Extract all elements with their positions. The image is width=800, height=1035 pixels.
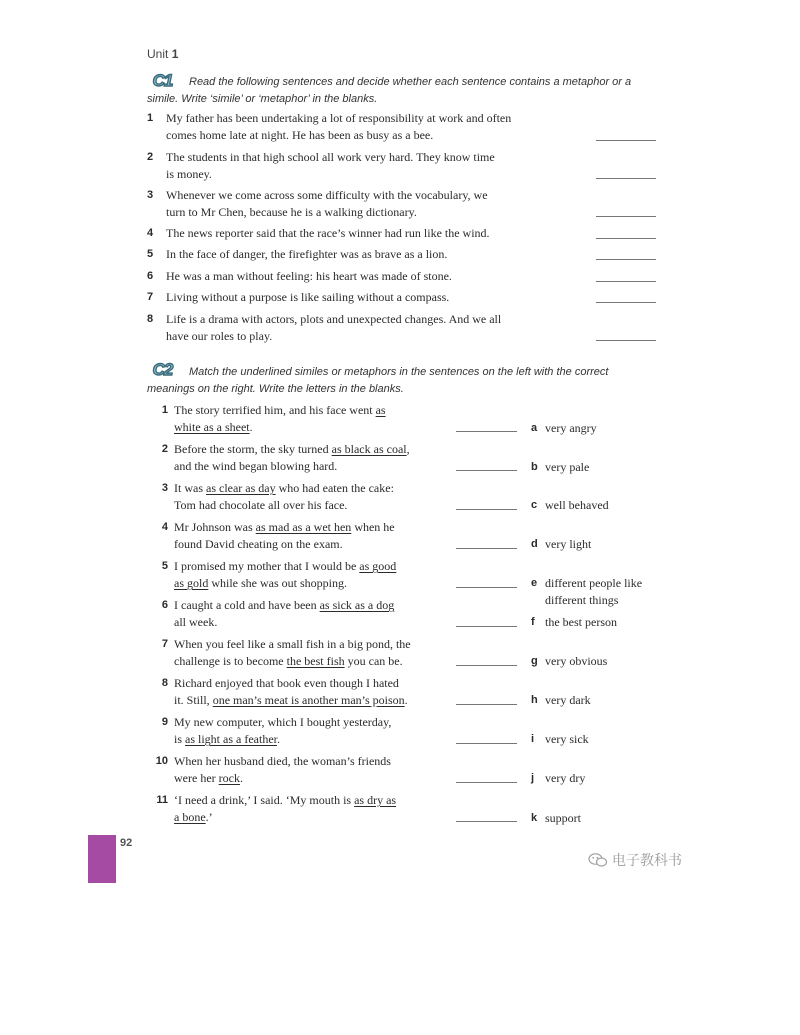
c2-item-number: 1 [161, 404, 168, 416]
c2-underlined-phrase: as light as a feather [185, 732, 277, 746]
c2-text: When you feel like a small fish in a big pond, the [174, 637, 411, 651]
watermark [588, 850, 682, 870]
c1-item-line: In the face of danger, the firefighter was as brave as a lion. [166, 247, 448, 261]
c2-text: who had eaten the cake: [275, 481, 394, 495]
section-c2-badge-text: C2 [152, 360, 173, 379]
c2-item-line [174, 519, 459, 536]
meaning-letter: f [531, 616, 535, 628]
meaning-text: support [545, 811, 581, 825]
c1-item-line: My father has been undertaking a lot of responsibility at work and often [166, 111, 512, 125]
c2-item-line [174, 770, 459, 787]
c1-item-line: is money. [166, 167, 212, 181]
meaning-text: very dark [545, 693, 591, 707]
section-c1-badge-text: C1 [152, 71, 173, 90]
c2-item-line [174, 653, 459, 670]
c2-item-line [174, 792, 459, 809]
c2-underlined-phrase: one man’s meat is another man’s poison [212, 693, 405, 707]
c2-item-number: 7 [161, 638, 168, 650]
c2-item-line [174, 614, 459, 631]
c2-answer-blank-1[interactable] [456, 431, 517, 432]
meaning-text: very dry [545, 771, 586, 785]
c2-text: .’ [205, 810, 213, 824]
meaning-text: different things [545, 593, 619, 607]
c2-answer-blank-5[interactable] [456, 587, 517, 588]
c1-item-line: He was a man without feeling: his heart was made of stone. [166, 269, 452, 283]
wechat-icon [588, 852, 608, 868]
c2-text: you can be. [344, 654, 403, 668]
c1-answer-blank-8[interactable] [596, 340, 656, 341]
c2-underlined-phrase: as [375, 403, 386, 417]
c2-item-line [174, 419, 459, 436]
c2-text: while she was out shopping. [208, 576, 347, 590]
c2-text: . [249, 420, 253, 434]
c2-text: challenge is to become [174, 654, 287, 668]
c2-underlined-phrase: as black as coal [331, 442, 407, 456]
c2-answer-blank-8[interactable] [456, 704, 517, 705]
c2-item-line [174, 402, 459, 419]
c1-answer-blank-5[interactable] [596, 259, 656, 260]
c1-item-number: 2 [147, 151, 154, 163]
unit-word: Unit [147, 47, 169, 61]
c1-item-number: 8 [147, 313, 154, 325]
c2-item-number: 10 [155, 755, 168, 767]
c1-answer-blank-1[interactable] [596, 140, 656, 141]
c2-text: I caught a cold and have been [174, 598, 320, 612]
c2-underlined-phrase: the best fish [286, 654, 345, 668]
c2-text: Mr Johnson was [174, 520, 256, 534]
c1-item-line: The news reporter said that the race’s winner had run like the wind. [166, 226, 490, 240]
c2-text: My new computer, which I bought yesterday, [174, 715, 392, 729]
c2-underlined-phrase: as good [359, 559, 397, 573]
meaning-letter: e [531, 577, 538, 589]
c2-item-number: 4 [161, 521, 168, 533]
c1-item-number: 7 [147, 291, 154, 303]
c2-item-line [174, 714, 459, 731]
c2-text: and the wind began blowing hard. [174, 459, 338, 473]
meaning-letter: j [531, 772, 535, 784]
c1-item-line: Living without a purpose is like sailing without a compass. [166, 290, 450, 304]
meaning-letter: g [531, 655, 538, 667]
c2-instruction-line1: Match the underlined similes or metaphors in the sentences on the left with the correct [189, 366, 609, 378]
meaning-text: very angry [545, 421, 597, 435]
c2-answer-blank-9[interactable] [456, 743, 517, 744]
meaning-letter: k [531, 812, 538, 824]
c1-answer-blank-4[interactable] [596, 238, 656, 239]
c2-underlined-phrase: as sick as a dog [319, 598, 395, 612]
c2-text: It was [174, 481, 206, 495]
c2-item-line [174, 675, 459, 692]
watermark-text: 电子教科书 [612, 853, 682, 869]
c1-item-number: 5 [147, 248, 154, 260]
c1-answer-blank-6[interactable] [596, 281, 656, 282]
c2-text: I promised my mother that I would be [174, 559, 360, 573]
unit-label [147, 47, 178, 61]
meaning-text: very sick [545, 732, 589, 746]
c2-text: , [406, 442, 410, 456]
c1-answer-blank-3[interactable] [596, 216, 656, 217]
c2-answer-blank-11[interactable] [456, 821, 517, 822]
meaning-letter: h [531, 694, 538, 706]
c1-item-number: 4 [147, 227, 154, 239]
c2-text: When her husband died, the woman’s friends [174, 754, 391, 768]
c2-text: The story terrified him, and his face went [174, 403, 376, 417]
meaning-letter: a [531, 422, 538, 434]
c2-item-number: 2 [161, 443, 168, 455]
c1-instruction-line1: Read the following sentences and decide whether each sentence contains a metaphor or a [189, 76, 632, 88]
c2-answer-blank-3[interactable] [456, 509, 517, 510]
c2-underlined-phrase: as clear as day [206, 481, 276, 495]
meaning-text: very light [545, 537, 592, 551]
c1-item-line: The students in that high school all work very hard. They know time [166, 150, 495, 164]
section-c1-instruction [147, 74, 647, 108]
section-c2-instruction [147, 364, 647, 398]
c1-answer-blank-2[interactable] [596, 178, 656, 179]
c2-text: all week. [174, 615, 218, 629]
c2-item-line [174, 575, 459, 592]
c2-item-line [174, 441, 459, 458]
c1-item-line: Whenever we come across some difficulty with the vocabulary, we [166, 188, 488, 202]
meaning-letter: b [531, 461, 538, 473]
c2-item-number: 9 [161, 716, 168, 728]
c2-text: found David cheating on the exam. [174, 537, 343, 551]
c2-text: Before the storm, the sky turned [174, 442, 332, 456]
c2-text: Tom had chocolate all over his face. [174, 498, 348, 512]
c2-text: is [174, 732, 186, 746]
meaning-text: the best person [545, 615, 617, 629]
c2-underlined-phrase: as mad as a wet hen [255, 520, 352, 534]
c2-answer-blank-7[interactable] [456, 665, 517, 666]
c2-item-line [174, 731, 459, 748]
c2-answer-blank-6[interactable] [456, 626, 517, 627]
c1-item-line: Life is a drama with actors, plots and unexpected changes. And we all [166, 312, 502, 326]
c2-item-number: 8 [161, 677, 168, 689]
c2-item-line [174, 480, 459, 497]
c2-underlined-phrase: a bone [174, 810, 206, 824]
c1-item-number: 3 [147, 189, 154, 201]
page-number: 92 [120, 837, 133, 849]
c2-underlined-phrase: white as a sheet [174, 420, 250, 434]
c2-item-line [174, 597, 459, 614]
c2-instruction-line2: meanings on the right. Write the letters in the blanks. [147, 383, 404, 395]
c2-item-line [174, 536, 459, 553]
c2-item-number: 6 [161, 599, 168, 611]
c2-text: it. Still, [174, 693, 213, 707]
c1-instruction-line2: simile. Write ‘simile’ or ‘metaphor’ in the blanks. [147, 93, 378, 105]
c1-item-number: 6 [147, 270, 154, 282]
c2-item-number: 3 [161, 482, 168, 494]
c2-text: . [404, 693, 408, 707]
meaning-letter: d [531, 538, 538, 550]
c2-answer-blank-4[interactable] [456, 548, 517, 549]
c1-item-line: comes home late at night. He has been as busy as a bee. [166, 128, 434, 142]
c2-text: were her [174, 771, 219, 785]
c2-underlined-phrase: as dry as [354, 793, 397, 807]
c2-item-number: 5 [161, 560, 168, 572]
c2-answer-blank-2[interactable] [456, 470, 517, 471]
c2-text: ‘I need a drink,’ I said. ‘My mouth is [174, 793, 355, 807]
meaning-letter: i [531, 733, 535, 745]
c2-item-line [174, 558, 459, 575]
c2-item-line [174, 497, 459, 514]
c2-item-line [174, 753, 459, 770]
c2-text: when he [351, 520, 395, 534]
meaning-text: very pale [545, 460, 590, 474]
c2-text: Richard enjoyed that book even though I hated [174, 676, 399, 690]
c2-underlined-phrase: rock [218, 771, 240, 785]
meaning-text: different people like [545, 576, 643, 590]
page-color-tab [88, 835, 116, 883]
c2-item-number: 11 [156, 794, 168, 806]
meaning-letter: c [531, 499, 538, 511]
meaning-text: well behaved [545, 498, 609, 512]
c2-item-line [174, 458, 459, 475]
c2-underlined-phrase: as gold [174, 576, 209, 590]
c2-item-line [174, 809, 459, 826]
c2-answer-blank-10[interactable] [456, 782, 517, 783]
c1-answer-blank-7[interactable] [596, 302, 656, 303]
c1-item-line: have our roles to play. [166, 329, 273, 343]
c2-item-line [174, 636, 459, 653]
unit-number: 1 [171, 47, 179, 61]
c2-item-line [174, 692, 459, 709]
c1-item-line: turn to Mr Chen, because he is a walking dictionary. [166, 205, 417, 219]
c1-item-number: 1 [147, 112, 154, 124]
c2-text: . [276, 732, 280, 746]
c2-text: . [239, 771, 243, 785]
meaning-text: very obvious [545, 654, 608, 668]
